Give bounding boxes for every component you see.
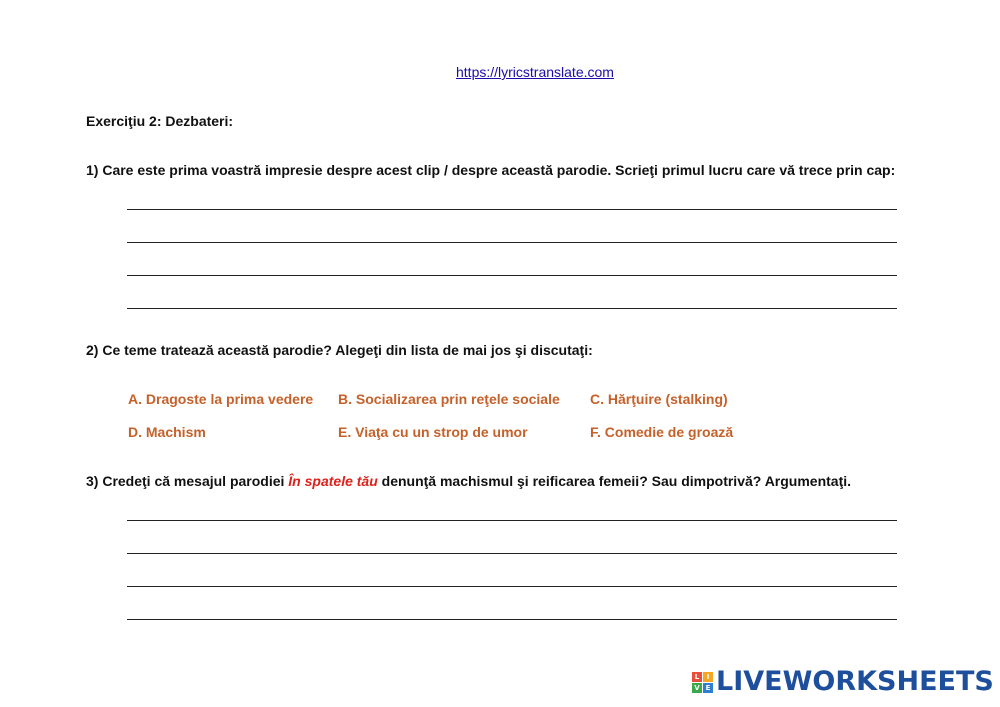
q1-answer-line-4[interactable]	[127, 285, 897, 309]
exercise-title: Exerciţiu 2: Dezbateri:	[86, 113, 234, 129]
logo-wordmark: LIVEWORKSHEETS	[716, 666, 994, 697]
parody-title-emphasis: În spatele tău	[288, 473, 378, 489]
logo-mark-l: L	[692, 672, 702, 682]
question-3-prefix: 3) Credeţi că mesajul parodiei	[86, 473, 289, 489]
option-a[interactable]: A. Dragoste la prima vedere	[128, 391, 314, 407]
option-f[interactable]: F. Comedie de groază	[590, 424, 734, 440]
q3-answer-line-1[interactable]	[127, 497, 897, 521]
live-logo-icon	[692, 672, 713, 693]
question-2-text: 2) Ce teme tratează această parodie? Alegeţi din lista de mai jos şi discutaţi:	[86, 342, 593, 358]
option-d[interactable]: D. Machism	[128, 424, 206, 440]
q1-answer-line-3[interactable]	[127, 252, 897, 276]
q1-answer-line-1[interactable]	[127, 186, 897, 210]
q3-answer-line-3[interactable]	[127, 563, 897, 587]
question-3-suffix: denunţă machismul şi reificarea femeii? Sau dimpotrivă? Argumentaţi.	[377, 473, 852, 489]
logo-mark-i: I	[703, 672, 713, 682]
liveworksheets-logo	[692, 665, 994, 699]
source-link[interactable]: https://lyricstranslate.com	[456, 64, 614, 80]
q1-answer-line-2[interactable]	[127, 219, 897, 243]
option-e[interactable]: E. Viaţa cu un strop de umor	[338, 424, 528, 440]
option-b[interactable]: B. Socializarea prin reţele sociale	[338, 391, 560, 407]
option-c[interactable]: C. Hărţuire (stalking)	[590, 391, 728, 407]
q3-answer-line-4[interactable]	[127, 596, 897, 620]
question-1-text: 1) Care este prima voastră impresie despre acest clip / despre această parodie. Scrieţi primul lucru care vă trece prin cap:	[86, 162, 896, 178]
logo-mark-v: V	[692, 683, 702, 693]
q3-answer-line-2[interactable]	[127, 530, 897, 554]
question-3-text	[86, 473, 851, 489]
logo-mark-e: E	[703, 683, 713, 693]
